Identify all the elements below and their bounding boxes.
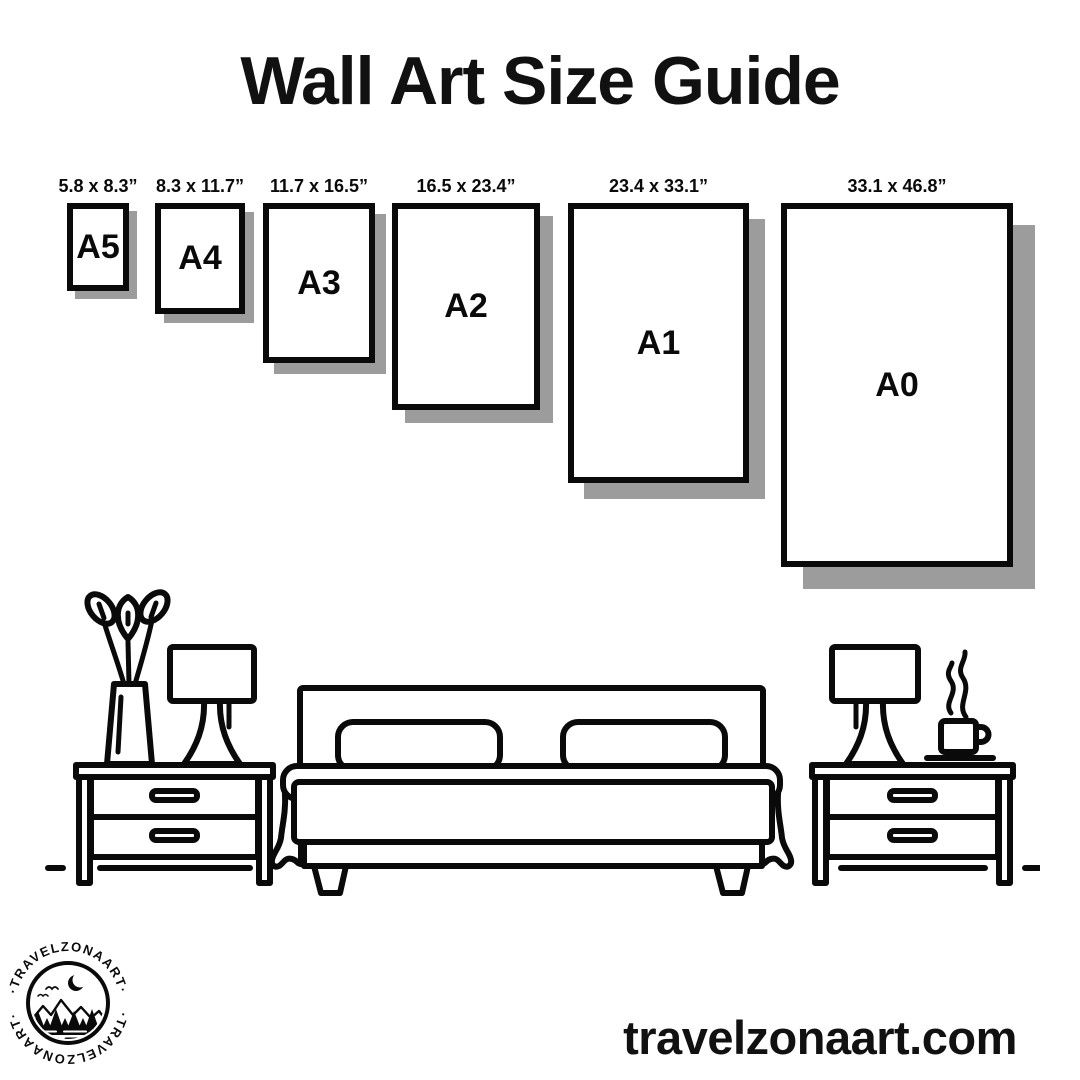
paper-size-a3 xyxy=(263,176,375,363)
lamp-shade-icon xyxy=(170,647,254,701)
size-dimensions-label: 8.3 x 11.7” xyxy=(155,176,245,196)
size-code-label: A5 xyxy=(76,227,120,266)
brand-logo xyxy=(0,931,138,1075)
bed-foot xyxy=(314,866,346,893)
table-lamp-icon-right xyxy=(832,647,918,764)
bedroom-scene-illustration xyxy=(40,580,1040,900)
vase-icon xyxy=(107,684,152,764)
lamp-shade-icon xyxy=(832,647,918,701)
size-dimensions-label: 23.4 x 33.1” xyxy=(608,176,709,196)
drawer-handle xyxy=(890,791,935,800)
size-code-label: A0 xyxy=(875,365,919,404)
table-lamp-icon-left xyxy=(170,647,254,764)
drawer-handle xyxy=(890,831,935,840)
website-url: travelzonaart.com xyxy=(623,1011,1017,1064)
bed-icon xyxy=(272,688,791,893)
size-dimensions-label: 33.1 x 46.8” xyxy=(847,176,947,196)
size-dimensions-label: 11.7 x 16.5” xyxy=(269,176,369,196)
size-code-label: A2 xyxy=(444,287,488,325)
size-code-label: A4 xyxy=(178,239,222,277)
page-title: Wall Art Size Guide xyxy=(240,43,840,119)
paper-size-a1 xyxy=(568,176,749,483)
paper-size-a0 xyxy=(781,176,1013,567)
drawer-handle xyxy=(152,791,197,800)
pillow-icon xyxy=(563,722,725,770)
mattress-icon xyxy=(294,782,772,842)
steam-icon xyxy=(948,663,953,713)
plant-vase-icon xyxy=(82,587,173,764)
drawer-handle xyxy=(152,831,197,840)
size-code-label: A3 xyxy=(297,263,341,302)
paper-size-a4 xyxy=(155,176,245,314)
size-dimensions-label: 16.5 x 23.4” xyxy=(416,176,516,196)
steam-icon xyxy=(960,652,966,717)
size-dimensions-label: 5.8 x 8.3” xyxy=(58,176,138,196)
nightstand-top xyxy=(812,765,1013,777)
paper-size-a2 xyxy=(392,176,540,410)
logo-text-top: ·TRAVELZONAART· xyxy=(4,938,132,996)
paper-size-a5 xyxy=(58,176,138,291)
size-code-label: A1 xyxy=(636,323,681,362)
coffee-cup-icon xyxy=(927,652,993,758)
nightstand-top xyxy=(76,765,273,777)
logo-text-bottom: ·TRAVELZONAART· xyxy=(4,1010,132,1068)
bed-base xyxy=(304,842,762,866)
bed-foot xyxy=(716,866,748,893)
pillow-icon xyxy=(338,722,500,770)
